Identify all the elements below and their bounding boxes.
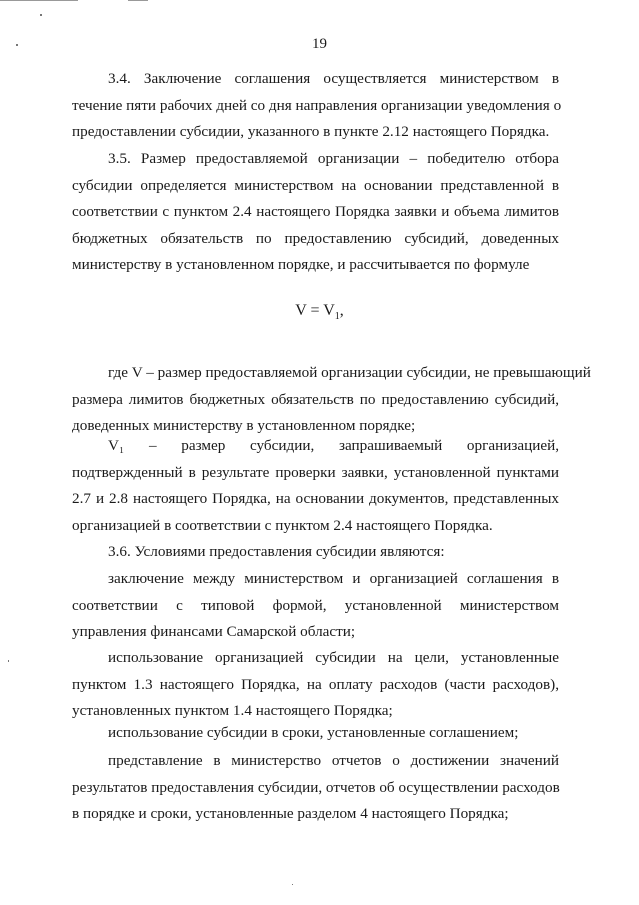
scan-artifact bbox=[128, 0, 148, 1]
text-line: подтвержденный в результате проверки заявки, установленной пунктами bbox=[72, 463, 559, 481]
text-line: где V – размер предоставляемой организации субсидии, не превышающий bbox=[108, 364, 591, 381]
condition-purpose bbox=[72, 645, 559, 725]
formula-rhs: V bbox=[323, 302, 335, 319]
scan-speck bbox=[40, 14, 42, 16]
text-line: установленных пунктом 1.4 настоящего Порядка; bbox=[72, 702, 393, 719]
text-line: министерству в установленном порядке, и рассчитывается по формуле bbox=[72, 256, 530, 273]
text-line: 2.7 и 2.8 настоящего Порядка, на основании документов, представленных bbox=[72, 490, 559, 507]
text-line: 3.5. Размер предоставляемой организации – победителю отбора bbox=[108, 150, 559, 167]
definition-v bbox=[72, 360, 591, 440]
paragraph-3-4 bbox=[72, 66, 562, 146]
text-line: соответствии с пунктом 2.4 настоящего Порядка заявки и объема лимитов bbox=[72, 203, 559, 220]
text-line: 3.4. Заключение соглашения осуществляется министерством в bbox=[108, 70, 559, 87]
formula bbox=[0, 302, 639, 322]
formula-tail: , bbox=[339, 302, 344, 319]
text-line: управления финансами Самарской области; bbox=[72, 623, 356, 640]
paragraph-3-5 bbox=[72, 146, 559, 279]
text-line: заключение между министерством и организацией соглашения в bbox=[108, 570, 559, 587]
text-line: 3.6. Условиями предоставления субсидии являются: bbox=[108, 543, 445, 560]
text-line: в порядке и сроки, установленные разделом 4 настоящего Порядка; bbox=[72, 805, 509, 822]
text-line: доведенных министерству в установленном порядке; bbox=[72, 417, 416, 434]
scan-artifact bbox=[0, 0, 78, 1]
formula-equals: = bbox=[310, 302, 320, 319]
scan-speck bbox=[8, 660, 9, 662]
text-line: бюджетных обязательств по предоставлению субсидий, доведенных bbox=[72, 229, 559, 247]
text-line: V₁ – размер субсидии, запрашиваемый организацией, bbox=[108, 437, 559, 454]
text-line: использование субсидии в сроки, установленные соглашением; bbox=[108, 724, 519, 741]
text-line: соответствии с типовой формой, установленной министерством bbox=[72, 596, 559, 614]
text-line: использование организацией субсидии на цели, установленные bbox=[108, 649, 559, 666]
page-number: 19 bbox=[312, 36, 327, 52]
scan-speck bbox=[292, 884, 293, 885]
definition-v1 bbox=[72, 433, 559, 539]
text-line: предоставлении субсидии, указанного в пункте 2.12 настоящего Порядка. bbox=[72, 123, 550, 140]
condition-reports bbox=[72, 748, 559, 828]
text-line: размера лимитов бюджетных обязательств по предоставлению субсидий, bbox=[72, 390, 559, 408]
text-line: организацией в соответствии с пунктом 2.4 настоящего Порядка. bbox=[72, 516, 493, 534]
text-line: субсидии определяется министерством на основании представленной в bbox=[72, 176, 559, 194]
text-line: представление в министерство отчетов о достижении значений bbox=[108, 752, 559, 769]
text-line: результатов предоставления субсидии, отчетов об осуществлении расходов bbox=[72, 778, 560, 796]
condition-agreement bbox=[72, 566, 559, 646]
text-line: пунктом 1.3 настоящего Порядка, на оплату расходов (части расходов), bbox=[72, 675, 559, 693]
formula-rhs-subscript: 1 bbox=[334, 311, 340, 323]
formula-lhs: V bbox=[295, 302, 307, 319]
condition-terms bbox=[72, 720, 559, 747]
text-line: течение пяти рабочих дней со дня направления организации уведомления о bbox=[72, 96, 562, 114]
paragraph-3-6 bbox=[72, 539, 559, 566]
